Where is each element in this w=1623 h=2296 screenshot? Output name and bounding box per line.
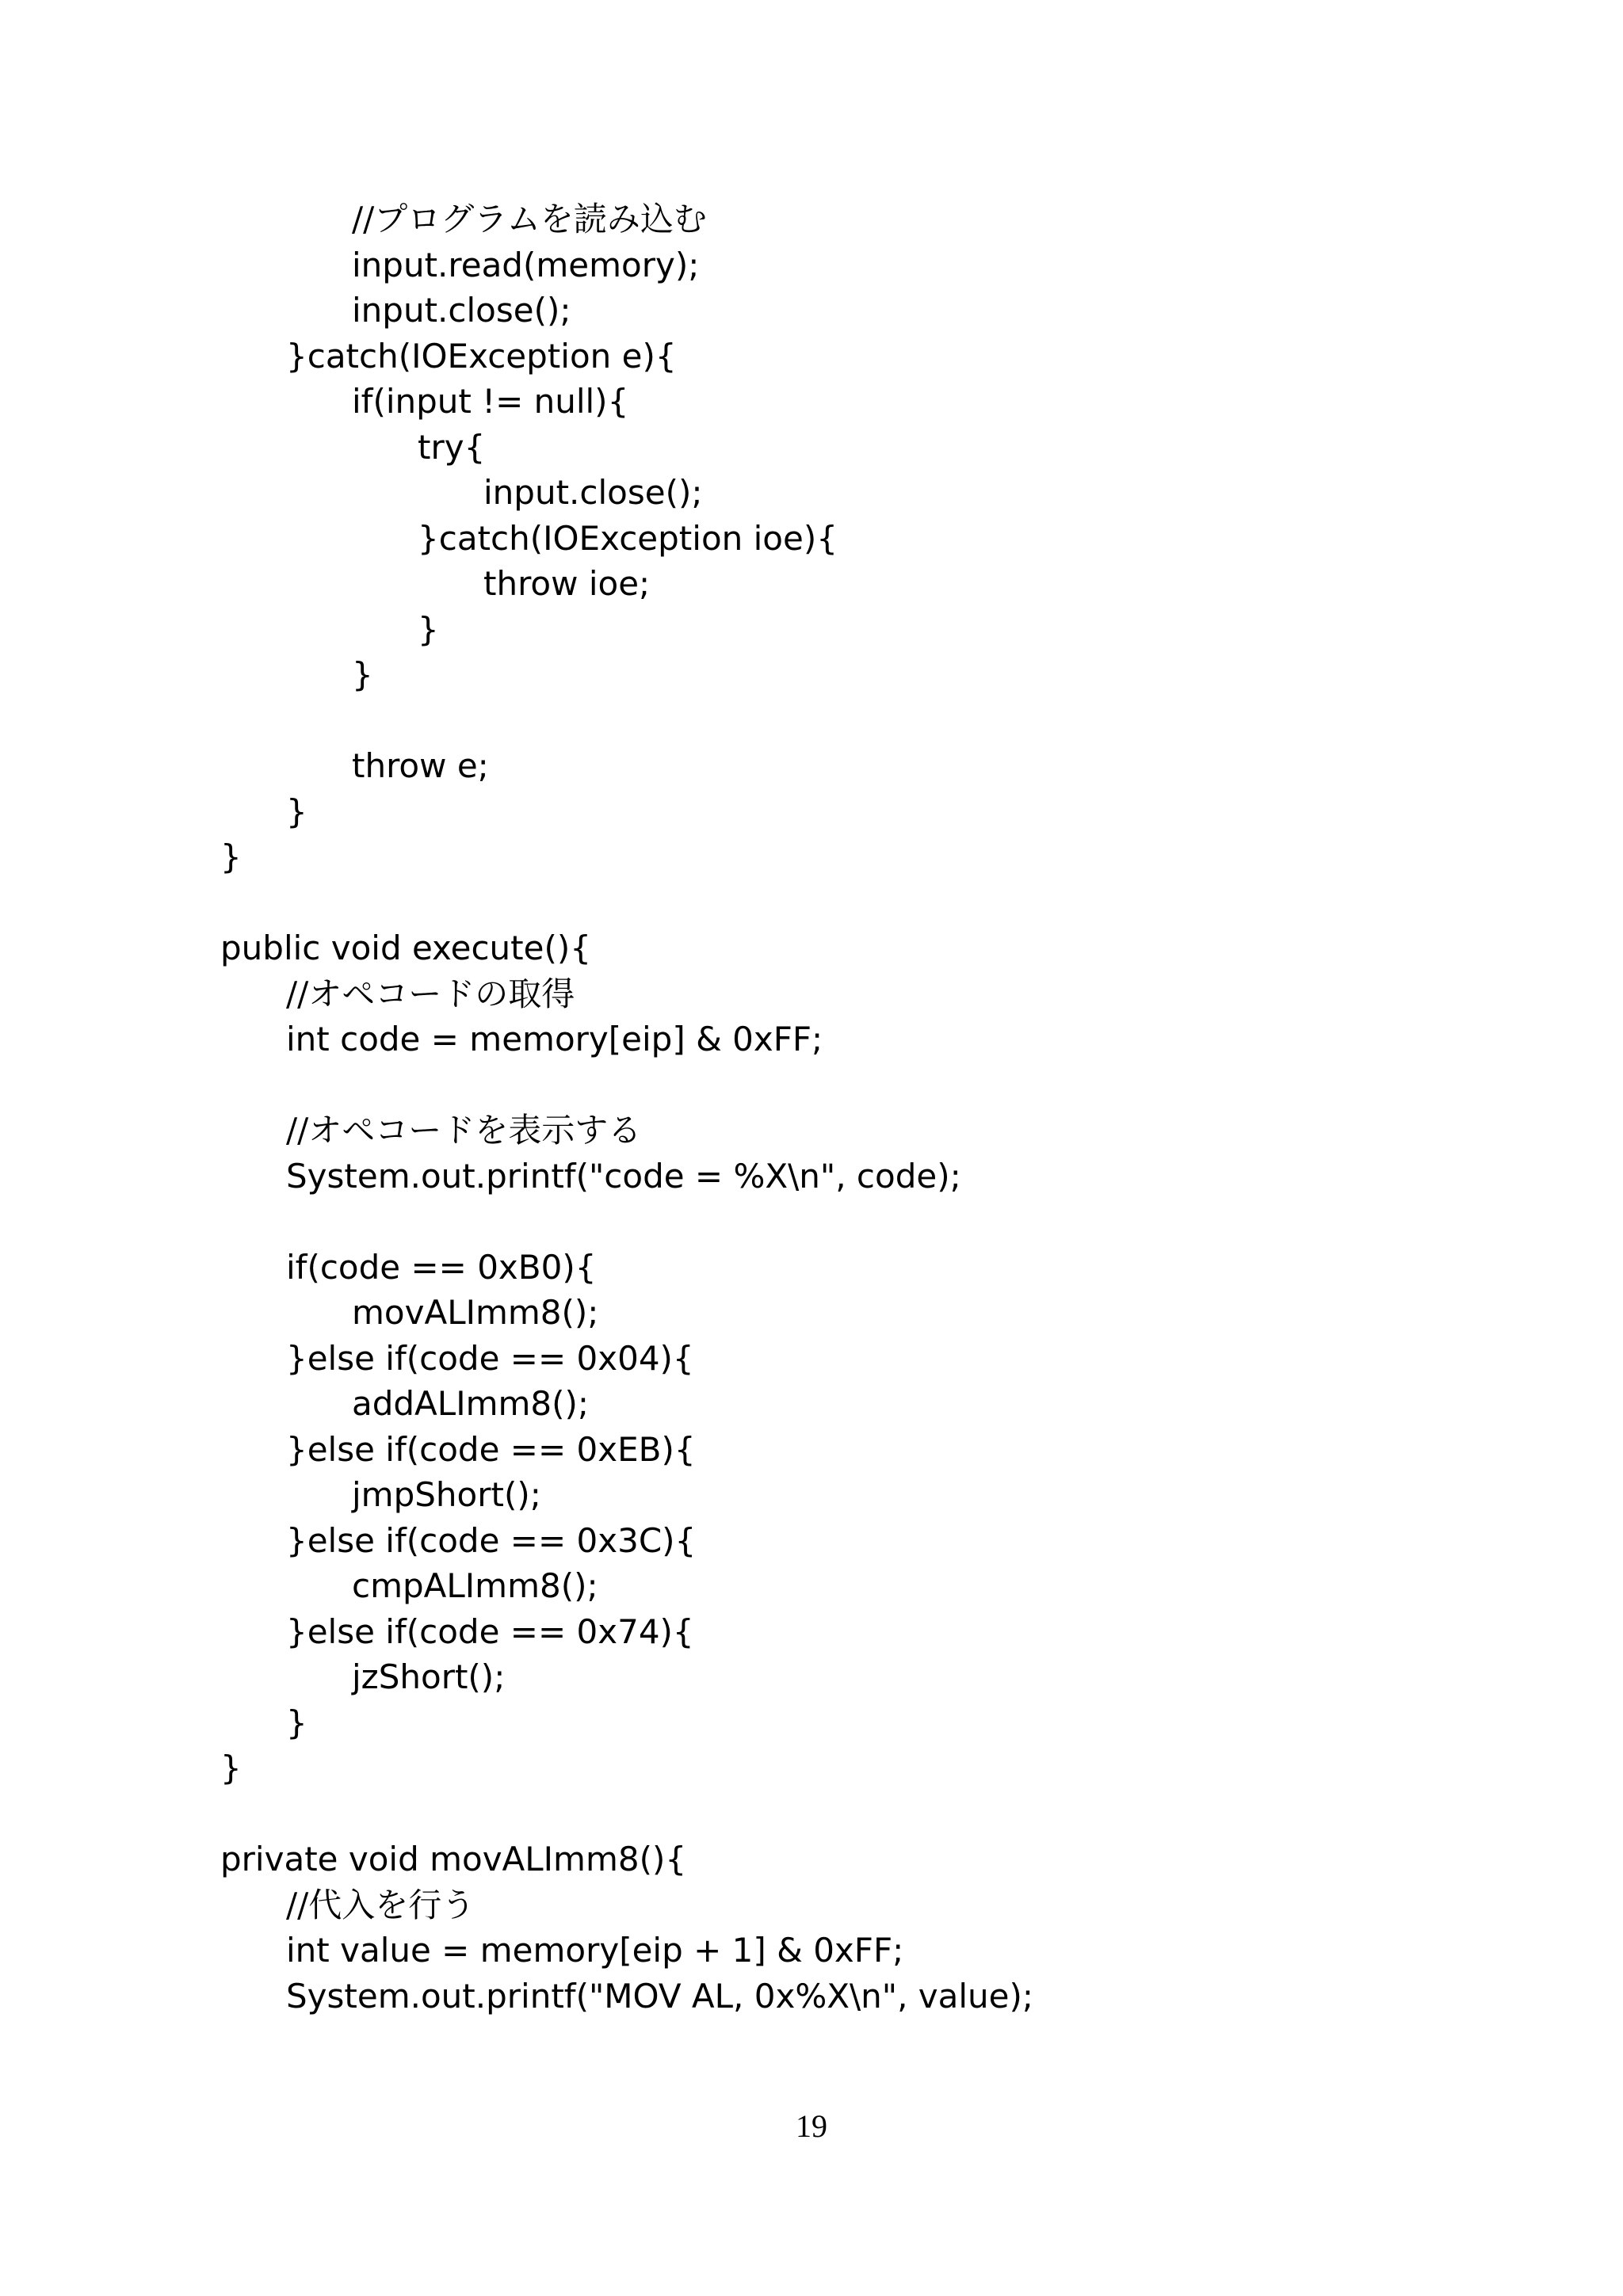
code-line-text: movALImm8();	[352, 1293, 599, 1332]
code-line	[0, 1199, 1623, 1245]
code-line-text: }else if(code == 0x04){	[286, 1338, 694, 1378]
code-line	[0, 925, 1623, 971]
code-line	[0, 1974, 1623, 2019]
code-line	[0, 1745, 1623, 1791]
code-line-text: }else if(code == 0x74){	[286, 1611, 694, 1651]
code-line-text: }else if(code == 0x3C){	[286, 1520, 697, 1560]
code-line	[0, 242, 1623, 288]
code-line-text: jzShort();	[352, 1657, 506, 1696]
code-line-text: System.out.printf("code = %X\n", code);	[286, 1156, 961, 1196]
code-comment-line	[0, 1108, 1623, 1154]
code-line-text: }else if(code == 0xEB){	[286, 1429, 696, 1469]
code-line-text: //プログラムを読み込む	[352, 200, 707, 238]
code-line	[0, 425, 1623, 471]
code-line	[0, 789, 1623, 835]
code-line-text: }	[220, 1749, 242, 1787]
code-line-text: try{	[418, 427, 486, 467]
code-line-text: System.out.printf("MOV AL, 0x%X\n", value);	[286, 1976, 1034, 2016]
code-comment-line	[0, 971, 1623, 1017]
code-line	[0, 379, 1623, 425]
code-line	[0, 1427, 1623, 1473]
code-line-text: input.close();	[483, 473, 703, 512]
code-line	[0, 334, 1623, 379]
code-line-text: //代入を行う	[286, 1885, 475, 1924]
code-line-text: }	[286, 791, 307, 831]
code-line-text: private void movALImm8(){	[220, 1840, 687, 1878]
code-line-text: throw e;	[352, 746, 489, 785]
code-line-text: input.read(memory);	[352, 245, 700, 284]
code-line-text: public void execute(){	[220, 929, 591, 967]
code-comment-line	[0, 1882, 1623, 1928]
code-line-text: if(code == 0xB0){	[286, 1247, 597, 1287]
page-number: 19	[796, 2108, 827, 2144]
code-line	[0, 1609, 1623, 1655]
code-line	[0, 1836, 1623, 1882]
code-comment-line	[0, 196, 1623, 242]
code-line-text: //オペコードを表示する	[286, 1111, 642, 1150]
code-line-text: if(input != null){	[352, 382, 629, 421]
code-line	[0, 516, 1623, 562]
code-line-text: }catch(IOException e){	[286, 336, 677, 376]
code-line	[0, 880, 1623, 926]
code-line-text: int value = memory[eip + 1] & 0xFF;	[286, 1931, 904, 1970]
code-line	[0, 561, 1623, 607]
code-line	[0, 1518, 1623, 1564]
code-line	[0, 698, 1623, 744]
code-line-text: throw ioe;	[483, 564, 651, 603]
code-line	[0, 1472, 1623, 1518]
code-line-text: }	[418, 609, 439, 649]
code-line	[0, 1016, 1623, 1062]
code-line-text: cmpALImm8();	[352, 1566, 598, 1605]
code-line	[0, 652, 1623, 698]
code-line-text: }	[286, 1703, 307, 1742]
code-line	[0, 1563, 1623, 1609]
code-line-text: }	[352, 655, 373, 694]
code-line-text: //オペコードの取得	[286, 974, 575, 1013]
code-line-text: }	[220, 837, 242, 876]
code-line	[0, 1791, 1623, 1837]
code-line	[0, 1700, 1623, 1746]
code-line	[0, 1290, 1623, 1336]
code-line	[0, 1245, 1623, 1291]
code-line	[0, 1154, 1623, 1199]
code-listing	[0, 196, 1623, 2019]
code-line-text: int code = memory[eip] & 0xFF;	[286, 1020, 823, 1058]
code-line	[0, 288, 1623, 334]
code-line-text: jmpShort();	[352, 1475, 541, 1514]
code-line	[0, 743, 1623, 789]
code-line	[0, 1928, 1623, 1974]
code-line	[0, 1062, 1623, 1108]
code-line-text: }catch(IOException ioe){	[418, 518, 838, 558]
code-line-text: addALImm8();	[352, 1384, 590, 1423]
code-line-text: input.close();	[352, 291, 571, 330]
code-line	[0, 1336, 1623, 1382]
code-line	[0, 1381, 1623, 1427]
code-line	[0, 1654, 1623, 1700]
code-line	[0, 470, 1623, 516]
code-line	[0, 834, 1623, 880]
code-line	[0, 607, 1623, 653]
